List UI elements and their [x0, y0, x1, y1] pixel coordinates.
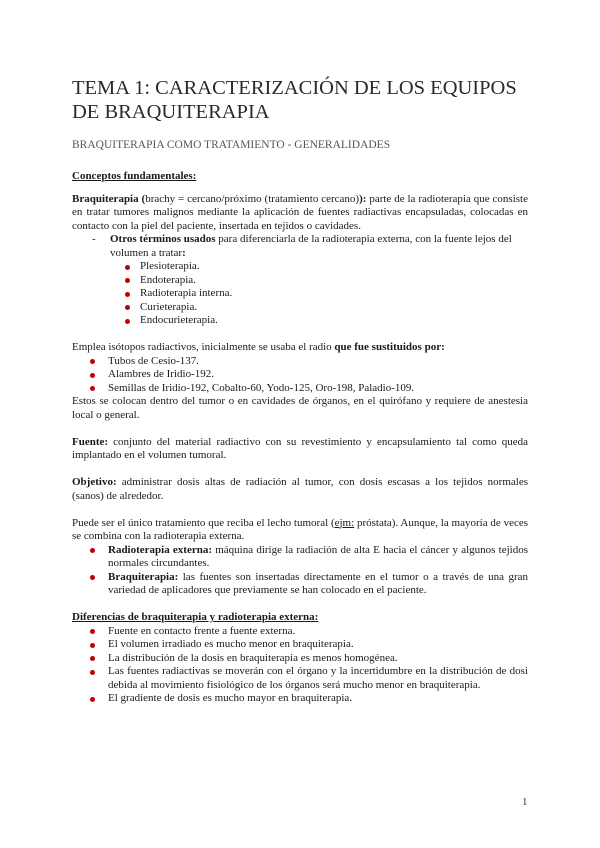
- diferencias-list: [72, 625, 528, 706]
- isotopos-list: [72, 355, 528, 396]
- list-item: Endocurieterapia.: [140, 314, 528, 328]
- otros-terminos-list: [72, 233, 528, 328]
- fuente-paragraph: [72, 436, 528, 463]
- otros-terminos-colon: :: [182, 246, 186, 259]
- isotopos-after: Estos se colocan dentro del tumor o en cavidades de órganos, en el quirófano y requiere de anestesia local o general.: [72, 395, 528, 421]
- radioterapia-externa-text: máquina dirige la radiación de alta E hacia el cáncer y algunos tejidos normales circundantes.: [108, 543, 529, 569]
- list-item: Radioterapia interna.: [140, 287, 528, 301]
- unico-text-a: Puede ser el único tratamiento que reciba el lecho tumoral (: [72, 516, 335, 529]
- page-number: 1: [522, 796, 528, 808]
- objetivo-paragraph: [72, 476, 528, 503]
- definition-term-open: Braquiterapia (: [72, 192, 146, 205]
- otros-terminos-label: Otros términos usados: [110, 233, 216, 245]
- document-body: [72, 170, 528, 706]
- section-subtitle: BRAQUITERAPIA COMO TRATAMIENTO - GENERALIDADES: [72, 139, 391, 151]
- unico-ejm: ejm:: [334, 516, 355, 529]
- list-item: [92, 233, 528, 328]
- conceptos-heading: Conceptos fundamentales:: [72, 170, 197, 182]
- definition-text: parte de la radioterapia que consiste en tratar tumores malignos mediante la aplicación de fuentes radiactivas encapsuladas, colocadas en contacto con la piel del paciente, insertada en tejidos o cavidades.: [72, 192, 528, 232]
- isotopos-intro-text: Emplea isótopos radiactivos, inicialmente se usaba el radio: [72, 341, 335, 353]
- braquiterapia-label: Braquiterapia:: [108, 570, 179, 583]
- list-item: [108, 571, 528, 598]
- braquiterapia-text: las fuentes son insertadas directamente en el tumor o a través de una gran variedad de aplicadores que previamente se han colocado en el paciente.: [108, 570, 528, 596]
- list-item: La distribución de la dosis en braquiterapia es menos homogénea.: [108, 652, 528, 666]
- definition-etymology: brachy = cercano/próximo (tratamiento cercano): [145, 192, 360, 205]
- list-item: El volumen irradiado es mucho menor en braquiterapia.: [108, 638, 528, 652]
- treatment-types-list: [72, 544, 528, 598]
- list-item: El gradiente de dosis es mucho mayor en braquiterapia.: [108, 692, 528, 706]
- definition-term-close: ):: [359, 192, 367, 205]
- fuente-label: Fuente:: [72, 435, 109, 448]
- objetivo-label: Objetivo:: [72, 476, 117, 488]
- unico-text-b: próstata). Aunque, la mayoría de veces se combina con la radioterapia externa.: [72, 516, 528, 542]
- list-item: Alambres de Iridio-192.: [108, 368, 528, 382]
- otros-terminos-text: para diferenciarla de la radioterapia externa, con la fuente lejos del volumen a tratar: [110, 233, 512, 259]
- list-item: Semillas de Iridio-192, Cobalto-60, Yodo-125, Oro-198, Paladio-109.: [108, 382, 528, 396]
- page-title: TEMA 1: CARACTERIZACIÓN DE LOS EQUIPOS DE BRAQUITERAPIA: [72, 77, 517, 123]
- isotopos-intro: [72, 341, 528, 355]
- terms-list: [110, 260, 528, 328]
- list-item: Fuente en contacto frente a fuente externa.: [108, 625, 528, 639]
- list-item: Plesioterapia.: [140, 260, 528, 274]
- fuente-text: conjunto del material radiactivo con su revestimiento y encapsulamiento tal como queda implantado en el volumen tumoral.: [72, 435, 528, 461]
- objetivo-text: administrar dosis altas de radiación al tumor, con dosis escasas a los tejidos normales (sanos) de alrededor.: [72, 476, 528, 502]
- diferencias-heading: Diferencias de braquiterapia y radioterapia externa:: [72, 611, 319, 623]
- isotopos-intro-bold: que fue sustituidos por:: [334, 341, 445, 353]
- list-item: Curieterapia.: [140, 301, 528, 315]
- list-item: [108, 544, 528, 571]
- unico-paragraph: [72, 517, 528, 544]
- radioterapia-externa-label: Radioterapia externa:: [108, 543, 213, 556]
- list-item: Endoterapia.: [140, 274, 528, 288]
- list-item: Las fuentes radiactivas se moverán con el órgano y la incertidumbre en la distribución de dosi debida al movimiento fisiológico de los órganos será mucho menor en braquiterapia.: [108, 665, 528, 691]
- list-item: Tubos de Cesio-137.: [108, 355, 528, 369]
- definition-paragraph: [72, 193, 528, 234]
